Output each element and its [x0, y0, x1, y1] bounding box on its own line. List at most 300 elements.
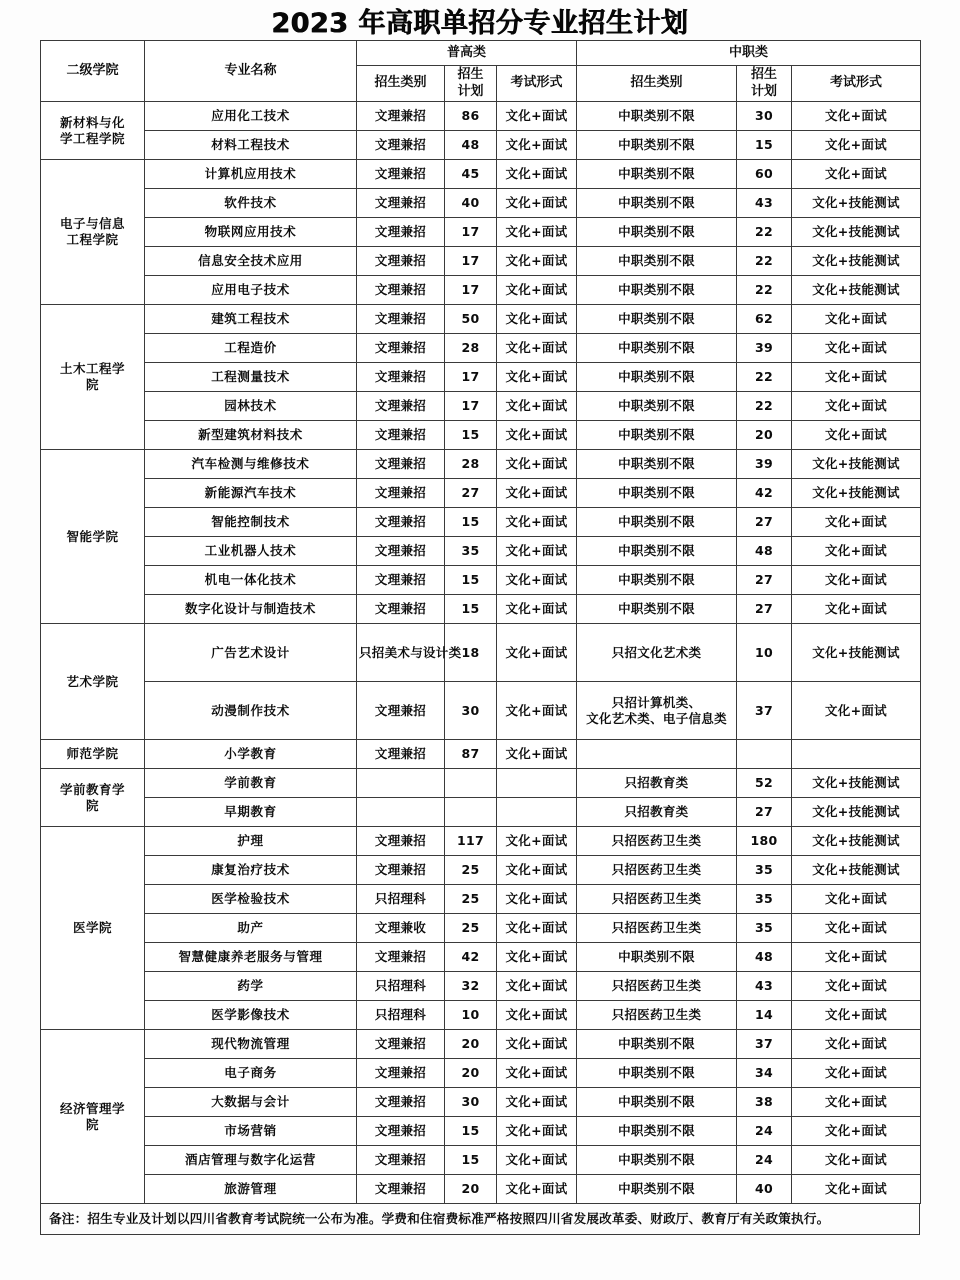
- college-name-cell: [41, 160, 145, 305]
- zhongzhi-exam-cell: 文化+面试: [792, 943, 921, 972]
- zhongzhi-plan-cell: 62: [737, 305, 792, 334]
- gaokao-plan-cell: 15: [445, 595, 497, 624]
- zhongzhi-exam-cell: 文化+面试: [792, 1146, 921, 1175]
- zhongzhi-plan-cell: 52: [737, 769, 792, 798]
- gaokao-exam-cell: 文化+面试: [497, 305, 577, 334]
- college-name-line: 医学院: [72, 920, 112, 936]
- major-name-cell: 广告艺术设计: [145, 624, 357, 682]
- college-name-line: 智能学院: [66, 528, 119, 544]
- zhongzhi-exam-cell: 文化+技能测试: [792, 247, 921, 276]
- gaokao-plan-cell: 17: [445, 276, 497, 305]
- header-college: 二级学院: [41, 41, 145, 102]
- zhongzhi-plan-cell: 15: [737, 131, 792, 160]
- zhongzhi-plan-cell: 48: [737, 943, 792, 972]
- zhongzhi-category-cell: 中职类别不限: [577, 131, 737, 160]
- zhongzhi-plan-cell: 42: [737, 479, 792, 508]
- table-row: [41, 392, 921, 421]
- gaokao-category-cell: 文理兼招: [357, 566, 445, 595]
- gaokao-category-cell: 文理兼招: [357, 189, 445, 218]
- zhongzhi-category-cell: 中职类别不限: [577, 1059, 737, 1088]
- header-row-top: [41, 41, 921, 66]
- gaokao-plan-cell: 86: [445, 102, 497, 131]
- college-name-line: 院: [85, 1116, 99, 1132]
- zhongzhi-category-cell: 中职类别不限: [577, 305, 737, 334]
- major-name-cell: 早期教育: [145, 798, 357, 827]
- zhongzhi-exam-cell: 文化+面试: [792, 885, 921, 914]
- gaokao-category-cell-empty: [357, 798, 445, 827]
- page-title: 2023 年高职单招分专业招生计划: [271, 7, 689, 39]
- gaokao-category-cell: 只招理科: [357, 1001, 445, 1030]
- zhongzhi-category-cell: 中职类别不限: [577, 218, 737, 247]
- college-name-line: 师范学院: [66, 746, 119, 762]
- gaokao-exam-cell: 文化+面试: [497, 334, 577, 363]
- zhongzhi-exam-cell: 文化+面试: [792, 1059, 921, 1088]
- gaokao-plan-cell: 50: [445, 305, 497, 334]
- gaokao-plan-cell-empty: [445, 798, 497, 827]
- zhongzhi-exam-cell: 文化+面试: [792, 914, 921, 943]
- gaokao-plan-cell: 17: [445, 363, 497, 392]
- footnote: 备注：招生专业及计划以四川省教育考试院统一公布为准。学费和住宿费标准严格按照四川省发展改革委、财政厅、教育厅有关政策执行。: [40, 1204, 920, 1235]
- gaokao-exam-cell: 文化+面试: [497, 972, 577, 1001]
- gaokao-category-cell: 文理兼招: [357, 131, 445, 160]
- zhongzhi-plan-cell: 39: [737, 450, 792, 479]
- table-row: [41, 798, 921, 827]
- college-name-line: 土木工程学: [59, 361, 125, 377]
- zhongzhi-category-cell: 中职类别不限: [577, 392, 737, 421]
- gaokao-plan-cell: 45: [445, 160, 497, 189]
- college-name-cell: [41, 102, 145, 160]
- college-name-cell: [41, 624, 145, 740]
- zhongzhi-exam-cell: 文化+面试: [792, 566, 921, 595]
- gaokao-exam-cell: 文化+面试: [497, 1059, 577, 1088]
- zhongzhi-plan-cell: 22: [737, 363, 792, 392]
- zhongzhi-category-cell: 中职类别不限: [577, 1088, 737, 1117]
- zhongzhi-category-cell: 中职类别不限: [577, 334, 737, 363]
- gaokao-exam-cell: 文化+面试: [497, 943, 577, 972]
- zhongzhi-category-cell: 中职类别不限: [577, 1117, 737, 1146]
- zhongzhi-exam-cell: 文化+面试: [792, 363, 921, 392]
- zhongzhi-category-cell: 中职类别不限: [577, 508, 737, 537]
- gaokao-category-cell: 文理兼招: [357, 421, 445, 450]
- table-row: [41, 508, 921, 537]
- gaokao-exam-cell: 文化+面试: [497, 1175, 577, 1204]
- header-zhongzhi-plan-line2: 计划: [750, 83, 777, 99]
- zhongzhi-category-cell: 中职类别不限: [577, 102, 737, 131]
- zhongzhi-exam-cell: 文化+技能测试: [792, 769, 921, 798]
- header-gaokao-plan-line1: 招生: [457, 67, 484, 82]
- major-name-cell: 药学: [145, 972, 357, 1001]
- major-name-cell: 建筑工程技术: [145, 305, 357, 334]
- major-name-cell: 市场营销: [145, 1117, 357, 1146]
- gaokao-exam-cell: 文化+面试: [497, 537, 577, 566]
- gaokao-category-cell: 文理兼招: [357, 218, 445, 247]
- gaokao-exam-cell: 文化+面试: [497, 247, 577, 276]
- zhongzhi-category-cell: 中职类别不限: [577, 537, 737, 566]
- gaokao-category-cell: 文理兼招: [357, 102, 445, 131]
- gaokao-exam-cell: 文化+面试: [497, 508, 577, 537]
- college-name-line: 学前教育学: [59, 781, 125, 797]
- table-row: [41, 1146, 921, 1175]
- gaokao-plan-cell: 17: [445, 218, 497, 247]
- gaokao-category-cell: 文理兼招: [357, 305, 445, 334]
- gaokao-plan-cell: 15: [445, 1146, 497, 1175]
- zhongzhi-plan-cell: 24: [737, 1117, 792, 1146]
- major-name-cell: 园林技术: [145, 392, 357, 421]
- table-head: [41, 41, 921, 102]
- zhongzhi-exam-cell: 文化+技能测试: [792, 624, 921, 682]
- zhongzhi-category-cell: 中职类别不限: [577, 276, 737, 305]
- zhongzhi-exam-cell: 文化+面试: [792, 1088, 921, 1117]
- zhongzhi-plan-cell: 10: [737, 624, 792, 682]
- zhongzhi-exam-cell: 文化+面试: [792, 131, 921, 160]
- gaokao-category-cell: 只招理科: [357, 972, 445, 1001]
- header-zhongzhi-category: 招生类别: [577, 66, 737, 102]
- header-group-gaokao: 普高类: [357, 41, 577, 66]
- table-row: [41, 943, 921, 972]
- zhongzhi-exam-cell: 文化+技能测试: [792, 827, 921, 856]
- major-name-cell: 机电一体化技术: [145, 566, 357, 595]
- gaokao-plan-cell: 18: [445, 624, 497, 682]
- header-gaokao-category: 招生类别: [357, 66, 445, 102]
- gaokao-plan-cell: 40: [445, 189, 497, 218]
- gaokao-plan-cell: 15: [445, 1117, 497, 1146]
- gaokao-exam-cell-empty: [497, 798, 577, 827]
- table-row: [41, 247, 921, 276]
- gaokao-plan-cell: 48: [445, 131, 497, 160]
- table-row: [41, 595, 921, 624]
- zhongzhi-exam-cell: 文化+技能测试: [792, 189, 921, 218]
- table-row: [41, 421, 921, 450]
- zhongzhi-category-cell: 只招医药卫生类: [577, 1001, 737, 1030]
- header-zhongzhi-plan: [737, 66, 792, 102]
- zhongzhi-exam-cell: 文化+面试: [792, 537, 921, 566]
- major-name-cell: 材料工程技术: [145, 131, 357, 160]
- zhongzhi-plan-cell: 22: [737, 392, 792, 421]
- zhongzhi-plan-cell: 43: [737, 189, 792, 218]
- header-major: 专业名称: [145, 41, 357, 102]
- gaokao-exam-cell-empty: [497, 769, 577, 798]
- table-row: [41, 972, 921, 1001]
- gaokao-plan-cell: 15: [445, 508, 497, 537]
- gaokao-category-cell: 文理兼招: [357, 276, 445, 305]
- gaokao-plan-cell: 20: [445, 1030, 497, 1059]
- college-name-line: 经济管理学: [59, 1100, 125, 1116]
- college-name-line: 新材料与化: [59, 114, 125, 130]
- zhongzhi-plan-cell: 27: [737, 595, 792, 624]
- college-name-cell: [41, 769, 145, 827]
- zhongzhi-exam-cell: 文化+面试: [792, 595, 921, 624]
- gaokao-category-cell: 文理兼招: [357, 682, 445, 740]
- major-name-cell: 护理: [145, 827, 357, 856]
- gaokao-exam-cell: 文化+面试: [497, 363, 577, 392]
- gaokao-category-cell: 只招美术与设计类: [357, 624, 445, 682]
- gaokao-category-cell: 文理兼收: [357, 914, 445, 943]
- gaokao-category-cell: 文理兼招: [357, 508, 445, 537]
- gaokao-plan-cell: 20: [445, 1175, 497, 1204]
- gaokao-plan-cell: 27: [445, 479, 497, 508]
- gaokao-category-cell: 文理兼招: [357, 1030, 445, 1059]
- zhongzhi-category-cell: 只招医药卫生类: [577, 914, 737, 943]
- table-row: [41, 479, 921, 508]
- college-name-line: 工程学院: [66, 232, 119, 248]
- gaokao-plan-cell: 17: [445, 247, 497, 276]
- table-row: [41, 624, 921, 682]
- table-row: [41, 566, 921, 595]
- table-row: [41, 1030, 921, 1059]
- table-row: [41, 160, 921, 189]
- table-row: [41, 363, 921, 392]
- zhongzhi-plan-cell: 38: [737, 1088, 792, 1117]
- zhongzhi-category-cell: 中职类别不限: [577, 189, 737, 218]
- zhongzhi-plan-cell: 20: [737, 421, 792, 450]
- major-name-cell: 大数据与会计: [145, 1088, 357, 1117]
- gaokao-exam-cell: 文化+面试: [497, 421, 577, 450]
- gaokao-plan-cell: 30: [445, 682, 497, 740]
- admission-plan-table: [40, 40, 921, 1204]
- gaokao-plan-cell: 10: [445, 1001, 497, 1030]
- major-name-cell: 计算机应用技术: [145, 160, 357, 189]
- zhongzhi-plan-cell: 35: [737, 885, 792, 914]
- gaokao-category-cell: 文理兼招: [357, 363, 445, 392]
- header-gaokao-exam: 考试形式: [497, 66, 577, 102]
- college-name-line: 院: [85, 797, 99, 813]
- zhongzhi-category-cell: 中职类别不限: [577, 566, 737, 595]
- major-name-cell: 旅游管理: [145, 1175, 357, 1204]
- gaokao-exam-cell: 文化+面试: [497, 595, 577, 624]
- college-name-cell: [41, 740, 145, 769]
- gaokao-exam-cell: 文化+面试: [497, 914, 577, 943]
- zhongzhi-exam-cell: 文化+面试: [792, 1175, 921, 1204]
- table-row: [41, 1001, 921, 1030]
- zhongzhi-plan-cell: 34: [737, 1059, 792, 1088]
- major-name-cell: 医学检验技术: [145, 885, 357, 914]
- zhongzhi-category-cell: 只招文化艺术类: [577, 624, 737, 682]
- college-name-cell: [41, 827, 145, 1030]
- zhongzhi-category-cell: 只招教育类: [577, 769, 737, 798]
- gaokao-exam-cell: 文化+面试: [497, 276, 577, 305]
- major-name-cell: 工程造价: [145, 334, 357, 363]
- gaokao-category-cell: 文理兼招: [357, 479, 445, 508]
- table-row: [41, 189, 921, 218]
- zhongzhi-plan-cell: 30: [737, 102, 792, 131]
- major-name-cell: 软件技术: [145, 189, 357, 218]
- zhongzhi-category-cell: 中职类别不限: [577, 595, 737, 624]
- gaokao-exam-cell: 文化+面试: [497, 131, 577, 160]
- zhongzhi-category-cell: 中职类别不限: [577, 160, 737, 189]
- zhongzhi-category-cell: 中职类别不限: [577, 943, 737, 972]
- gaokao-exam-cell: 文化+面试: [497, 624, 577, 682]
- major-name-cell: 助产: [145, 914, 357, 943]
- gaokao-exam-cell: 文化+面试: [497, 566, 577, 595]
- major-name-cell: 新能源汽车技术: [145, 479, 357, 508]
- zhongzhi-exam-cell: 文化+技能测试: [792, 479, 921, 508]
- gaokao-category-cell: 文理兼招: [357, 1117, 445, 1146]
- gaokao-plan-cell: 35: [445, 537, 497, 566]
- zhongzhi-category-cell: 只招医药卫生类: [577, 856, 737, 885]
- gaokao-category-cell: 只招理科: [357, 885, 445, 914]
- major-name-cell: 现代物流管理: [145, 1030, 357, 1059]
- zhongzhi-category-cell: 中职类别不限: [577, 479, 737, 508]
- zhongzhi-category-cell: 中职类别不限: [577, 1030, 737, 1059]
- table-row: [41, 682, 921, 740]
- gaokao-category-cell: 文理兼招: [357, 827, 445, 856]
- table-row: [41, 769, 921, 798]
- gaokao-category-cell: 文理兼招: [357, 1059, 445, 1088]
- table-row: [41, 1059, 921, 1088]
- zhongzhi-plan-cell: 14: [737, 1001, 792, 1030]
- gaokao-exam-cell: 文化+面试: [497, 827, 577, 856]
- zhongzhi-category-cell: 中职类别不限: [577, 1146, 737, 1175]
- college-name-cell: [41, 305, 145, 450]
- table-row: [41, 305, 921, 334]
- major-name-cell: 酒店管理与数字化运营: [145, 1146, 357, 1175]
- gaokao-plan-cell: 28: [445, 450, 497, 479]
- zhongzhi-plan-cell: 37: [737, 682, 792, 740]
- zhongzhi-exam-cell: 文化+面试: [792, 972, 921, 1001]
- gaokao-category-cell: 文理兼招: [357, 1088, 445, 1117]
- zhongzhi-category-cell: 中职类别不限: [577, 247, 737, 276]
- zhongzhi-exam-cell: 文化+面试: [792, 508, 921, 537]
- table-row: [41, 102, 921, 131]
- zhongzhi-exam-cell: 文化+技能测试: [792, 856, 921, 885]
- gaokao-exam-cell: 文化+面试: [497, 160, 577, 189]
- zhongzhi-category-cell: 中职类别不限: [577, 363, 737, 392]
- major-name-cell: 新型建筑材料技术: [145, 421, 357, 450]
- zhongzhi-plan-cell: 27: [737, 798, 792, 827]
- zhongzhi-category-cell: 只招教育类: [577, 798, 737, 827]
- header-zhongzhi-exam: 考试形式: [792, 66, 921, 102]
- major-name-cell: 康复治疗技术: [145, 856, 357, 885]
- table-row: [41, 218, 921, 247]
- table-row: [41, 1117, 921, 1146]
- major-name-cell: 应用电子技术: [145, 276, 357, 305]
- zhongzhi-exam-cell: 文化+面试: [792, 1117, 921, 1146]
- gaokao-exam-cell: 文化+面试: [497, 1117, 577, 1146]
- college-name-line: 院: [85, 377, 99, 393]
- zhongzhi-exam-cell: 文化+面试: [792, 1001, 921, 1030]
- gaokao-exam-cell: 文化+面试: [497, 218, 577, 247]
- zhongzhi-plan-cell: 35: [737, 856, 792, 885]
- header-gaokao-plan: [445, 66, 497, 102]
- gaokao-category-cell: 文理兼招: [357, 160, 445, 189]
- header-zhongzhi-plan-line1: 招生: [750, 67, 777, 82]
- gaokao-plan-cell: 15: [445, 566, 497, 595]
- table-row: [41, 914, 921, 943]
- zhongzhi-plan-cell: 39: [737, 334, 792, 363]
- gaokao-category-cell: 文理兼招: [357, 1175, 445, 1204]
- gaokao-exam-cell: 文化+面试: [497, 740, 577, 769]
- major-name-cell: 智慧健康养老服务与管理: [145, 943, 357, 972]
- major-name-cell: 物联网应用技术: [145, 218, 357, 247]
- major-name-cell: 应用化工技术: [145, 102, 357, 131]
- table-row: [41, 450, 921, 479]
- zhongzhi-category-cell: 只招医药卫生类: [577, 972, 737, 1001]
- zhongzhi-category-cell: 只招医药卫生类: [577, 885, 737, 914]
- gaokao-plan-cell: 87: [445, 740, 497, 769]
- zhongzhi-plan-cell: 37: [737, 1030, 792, 1059]
- zhongzhi-category-cell: 中职类别不限: [577, 421, 737, 450]
- gaokao-plan-cell: 15: [445, 421, 497, 450]
- zhongzhi-category-cell: 中职类别不限: [577, 1175, 737, 1204]
- major-name-cell: 电子商务: [145, 1059, 357, 1088]
- gaokao-exam-cell: 文化+面试: [497, 885, 577, 914]
- gaokao-category-cell: 文理兼招: [357, 856, 445, 885]
- college-name-cell: [41, 1030, 145, 1204]
- major-name-cell: 汽车检测与维修技术: [145, 450, 357, 479]
- zhongzhi-plan-cell: 60: [737, 160, 792, 189]
- gaokao-plan-cell: 28: [445, 334, 497, 363]
- gaokao-plan-cell: 17: [445, 392, 497, 421]
- zhongzhi-exam-cell-empty: [792, 740, 921, 769]
- college-name-line: 艺术学院: [66, 673, 119, 689]
- zhongzhi-plan-cell: 22: [737, 276, 792, 305]
- zhongzhi-exam-cell: 文化+面试: [792, 392, 921, 421]
- zhongzhi-plan-cell: 27: [737, 566, 792, 595]
- college-name-cell: [41, 450, 145, 624]
- gaokao-category-cell: 文理兼招: [357, 392, 445, 421]
- zhongzhi-plan-cell: 35: [737, 914, 792, 943]
- gaokao-category-cell: 文理兼招: [357, 247, 445, 276]
- gaokao-category-cell: 文理兼招: [357, 595, 445, 624]
- gaokao-plan-cell: 25: [445, 885, 497, 914]
- gaokao-exam-cell: 文化+面试: [497, 1088, 577, 1117]
- table-row: [41, 827, 921, 856]
- zhongzhi-exam-cell: 文化+技能测试: [792, 450, 921, 479]
- table-row: [41, 856, 921, 885]
- zhongzhi-exam-cell: 文化+技能测试: [792, 218, 921, 247]
- gaokao-plan-cell: 42: [445, 943, 497, 972]
- zhongzhi-category-cell: 只招医药卫生类: [577, 827, 737, 856]
- major-name-cell: 小学教育: [145, 740, 357, 769]
- major-name-cell: 信息安全技术应用: [145, 247, 357, 276]
- table-row: [41, 131, 921, 160]
- table-row: [41, 334, 921, 363]
- gaokao-exam-cell: 文化+面试: [497, 1001, 577, 1030]
- zhongzhi-exam-cell: 文化+面试: [792, 102, 921, 131]
- major-name-cell: 数字化设计与制造技术: [145, 595, 357, 624]
- zhongzhi-plan-cell: 22: [737, 218, 792, 247]
- zhongzhi-exam-cell: 文化+面试: [792, 1030, 921, 1059]
- table-row: [41, 276, 921, 305]
- gaokao-exam-cell: 文化+面试: [497, 1146, 577, 1175]
- zhongzhi-exam-cell: 文化+面试: [792, 682, 921, 740]
- major-name-cell: 学前教育: [145, 769, 357, 798]
- gaokao-plan-cell: 32: [445, 972, 497, 1001]
- plan-table-container: [40, 40, 920, 1204]
- gaokao-category-cell: 文理兼招: [357, 740, 445, 769]
- gaokao-plan-cell: 30: [445, 1088, 497, 1117]
- zhongzhi-exam-cell: 文化+面试: [792, 421, 921, 450]
- gaokao-category-cell: 文理兼招: [357, 943, 445, 972]
- gaokao-plan-cell-empty: [445, 769, 497, 798]
- major-name-cell: 医学影像技术: [145, 1001, 357, 1030]
- gaokao-exam-cell: 文化+面试: [497, 856, 577, 885]
- zhongzhi-plan-cell: 180: [737, 827, 792, 856]
- zhongzhi-plan-cell: 43: [737, 972, 792, 1001]
- zhongzhi-exam-cell: 文化+面试: [792, 160, 921, 189]
- zhongzhi-plan-cell-empty: [737, 740, 792, 769]
- table-row: [41, 885, 921, 914]
- zhongzhi-plan-cell: 24: [737, 1146, 792, 1175]
- zhongzhi-category-cell: 只招计算机类、文化艺术类、电子信息类: [577, 682, 737, 740]
- gaokao-plan-cell: 20: [445, 1059, 497, 1088]
- college-name-line: 学工程学院: [59, 130, 125, 146]
- gaokao-category-cell: 文理兼招: [357, 334, 445, 363]
- zhongzhi-plan-cell: 27: [737, 508, 792, 537]
- table-row: [41, 1088, 921, 1117]
- zhongzhi-plan-cell: 22: [737, 247, 792, 276]
- gaokao-exam-cell: 文化+面试: [497, 392, 577, 421]
